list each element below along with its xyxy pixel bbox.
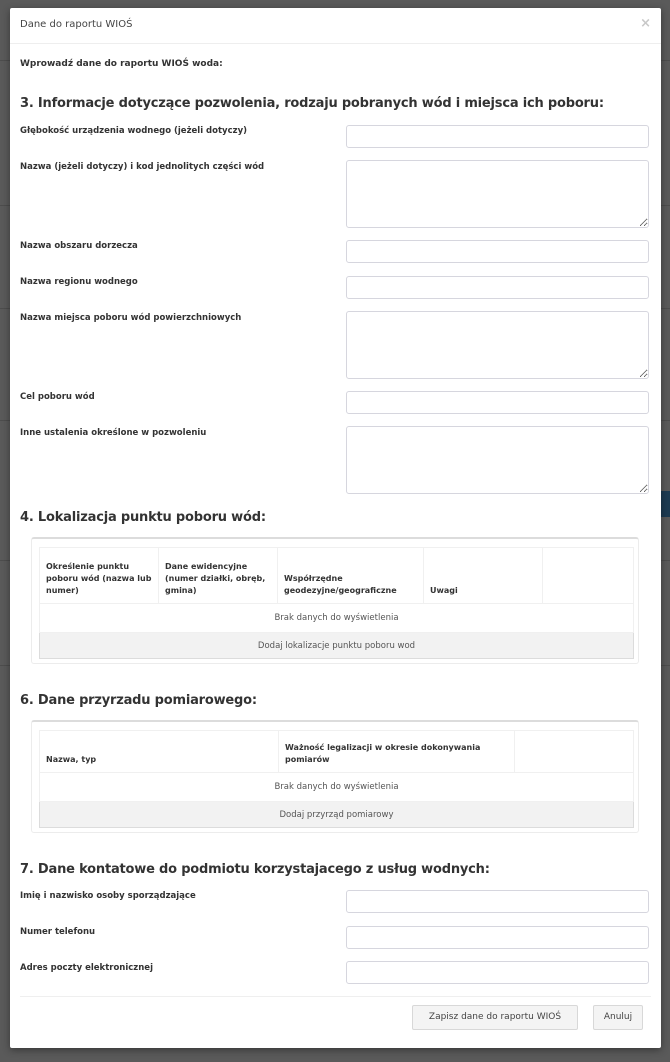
modal-header: [10, 8, 661, 44]
column-header[interactable]: Uwagi: [424, 548, 543, 604]
column-header[interactable]: Określenie punktu poboru wód (nazwa lub numer): [40, 548, 159, 604]
field-label: Imię i nazwisko osoby sporządzające: [20, 891, 196, 901]
intake-purpose-input[interactable]: [346, 391, 649, 414]
other-permit-terms-textarea[interactable]: [346, 426, 649, 494]
table-header-row: [40, 548, 634, 604]
field-label: Głębokość urządzenia wodnego (jeżeli dotyczy): [20, 126, 248, 136]
email-input[interactable]: [346, 961, 649, 984]
field-label: Adres poczty elektronicznej: [20, 963, 153, 973]
field-label: Nazwa (jeżeli dotyczy) i kod jednolitych części wód: [20, 162, 265, 172]
column-header: [543, 548, 634, 604]
field-label: Nazwa miejsca poboru wód powierzchniowych: [20, 313, 242, 323]
empty-table-message: Brak danych do wyświetlenia: [40, 773, 634, 802]
column-header[interactable]: Współrzędne geodezyjne/geograficzne: [278, 548, 424, 604]
depth-input[interactable]: [346, 125, 649, 148]
empty-table-message: Brak danych do wyświetlenia: [40, 604, 634, 633]
field-label: Inne ustalenia określone w pozwoleniu: [20, 428, 207, 438]
backdrop-active-row: [661, 491, 670, 517]
intro-text: Wprowadź dane do raportu WIOŚ woda:: [20, 59, 223, 69]
water-region-input[interactable]: [346, 276, 649, 299]
column-header[interactable]: Nazwa, typ: [40, 731, 279, 773]
field-label: Cel poboru wód: [20, 392, 95, 402]
field-label: Nazwa obszaru dorzecza: [20, 241, 138, 251]
column-header[interactable]: Dane ewidencyjne (numer działki, obręb, gmina): [159, 548, 278, 604]
footer-divider: [20, 996, 651, 997]
column-header[interactable]: Ważność legalizacji w okresie dokonywania pomiarów: [279, 731, 515, 773]
phone-input[interactable]: [346, 926, 649, 949]
modal-title: Dane do raportu WIOŚ: [20, 19, 133, 30]
river-basin-input[interactable]: [346, 240, 649, 263]
measuring-device-card: [31, 720, 639, 833]
section4-heading: 4. Lokalizacja punktu poboru wód:: [20, 510, 266, 525]
surface-intake-place-textarea[interactable]: [346, 311, 649, 379]
add-measuring-device-button[interactable]: Dodaj przyrząd pomiarowy: [40, 802, 634, 828]
field-label: Nazwa regionu wodnego: [20, 277, 138, 287]
water-body-name-code-textarea[interactable]: [346, 160, 649, 228]
section6-heading: 6. Dane przyrzadu pomiarowego:: [20, 693, 257, 708]
intake-location-card: [31, 537, 639, 664]
close-icon[interactable]: ×: [640, 16, 651, 31]
add-intake-location-button[interactable]: Dodaj lokalizacje punktu poboru wod: [40, 633, 634, 659]
intake-location-table: [39, 547, 634, 659]
section7-heading: 7. Dane kontatowe do podmiotu korzystajacego z usług wodnych:: [20, 862, 490, 877]
column-header: [515, 731, 634, 773]
field-label: Numer telefonu: [20, 927, 96, 937]
save-button[interactable]: Zapisz dane do raportu WIOŚ: [412, 1005, 578, 1030]
cancel-button[interactable]: Anuluj: [593, 1005, 643, 1030]
section3-heading: 3. Informacje dotyczące pozwolenia, rodzaju pobranych wód i miejsca ich poboru:: [20, 96, 604, 111]
table-header-row: [40, 731, 634, 773]
wios-report-modal: [10, 8, 661, 1048]
measuring-device-table: [39, 730, 634, 828]
preparer-name-input[interactable]: [346, 890, 649, 913]
